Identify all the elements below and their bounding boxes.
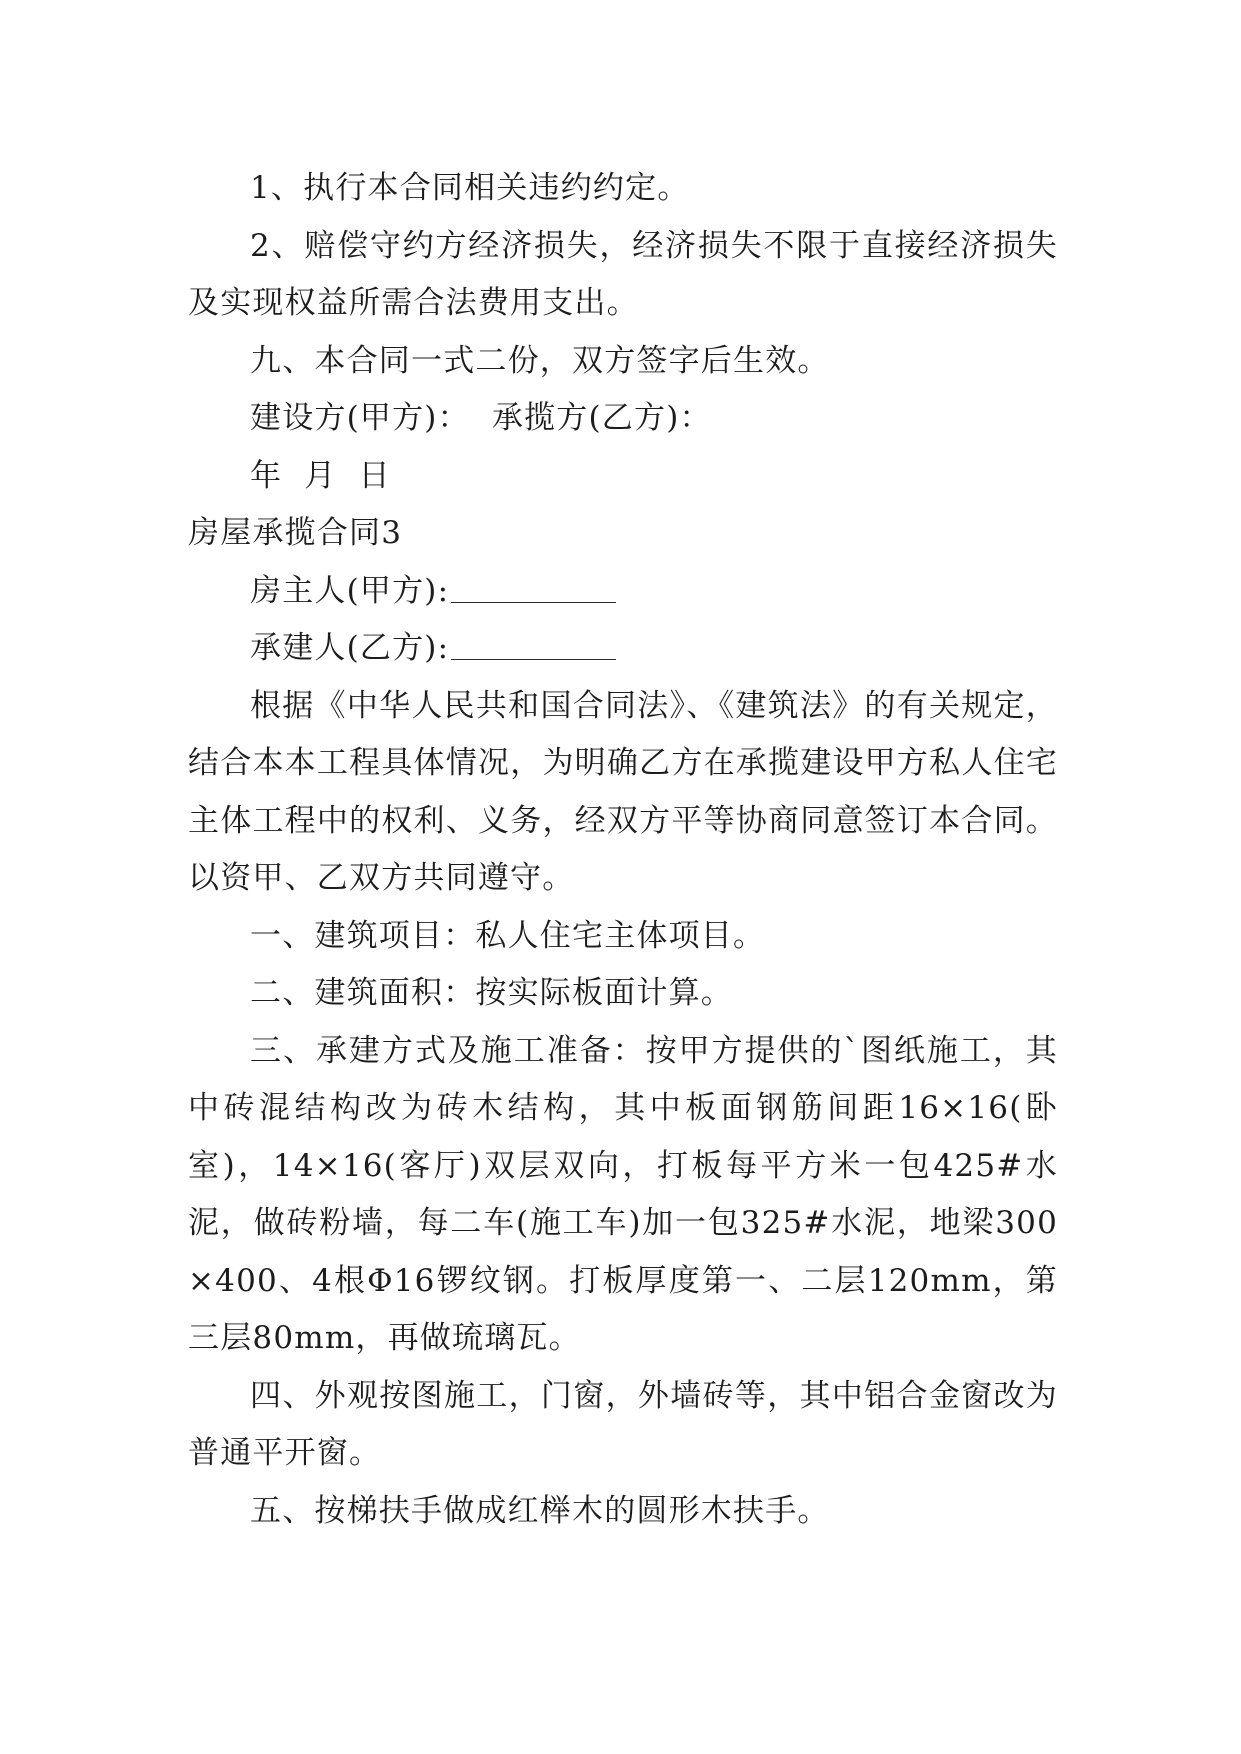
paragraph-item-three: 三、承建方式及施工准备：按甲方提供的`图纸施工，其中砖混结构改为砖木结构，其中板面钢筋间距16×16(卧室)，14×16(客厅)双层双向，打板每平方米一包425#水泥，做砖粉墙，每二车(施工车)加一包325#水泥，地梁300×400、4根Φ16锣纹钢。打板厚度第一、二层120mm，第三层80mm，再做琉璃瓦。 xyxy=(188,1032,1058,1356)
signature-date-line: 年 月 日 xyxy=(250,457,391,494)
paragraph-breach-2: 2、赔偿守约方经济损失，经济损失不限于直接经济损失及实现权益所需合法费用支出。 xyxy=(188,227,1058,321)
paragraph-preamble: 根据《中华人民共和国合同法》、《建筑法》的有关规定，结合本本工程具体情况，为明确乙方在承揽建设甲方私人住宅主体工程中的权利、义务，经双方平等协商同意签订本合同。以资甲、乙双方共同遵守。 xyxy=(188,687,1058,896)
party-a-line xyxy=(188,563,1058,621)
paragraph-item-two: 二、建筑面积：按实际板面计算。 xyxy=(250,975,733,1011)
document-body xyxy=(188,160,1058,1540)
paragraph-item-one: 一、建筑项目：私人住宅主体项目。 xyxy=(250,917,766,954)
paragraph-item-five: 五、按梯扶手做成红榉木的圆形木扶手。 xyxy=(250,1492,830,1529)
signature-parties-line: 建设方(甲方)： 承揽方(乙方)： xyxy=(250,400,712,436)
party-b-line xyxy=(188,620,1058,678)
party-b-blank xyxy=(451,629,616,660)
party-a-blank xyxy=(451,572,616,603)
party-a-label: 房主人(甲方): xyxy=(250,572,450,609)
paragraph-item-four: 四、外观按图施工，门窗，外墙砖等，其中铝合金窗改为普通平开窗。 xyxy=(188,1377,1058,1471)
paragraph-breach-1: 1、执行本合同相关违约约定。 xyxy=(250,170,690,206)
party-b-label: 承建人(乙方): xyxy=(250,630,450,666)
paragraph-clause-nine: 九、本合同一式二份，双方签字后生效。 xyxy=(250,342,830,379)
section-title: 房屋承揽合同3 xyxy=(188,515,403,551)
